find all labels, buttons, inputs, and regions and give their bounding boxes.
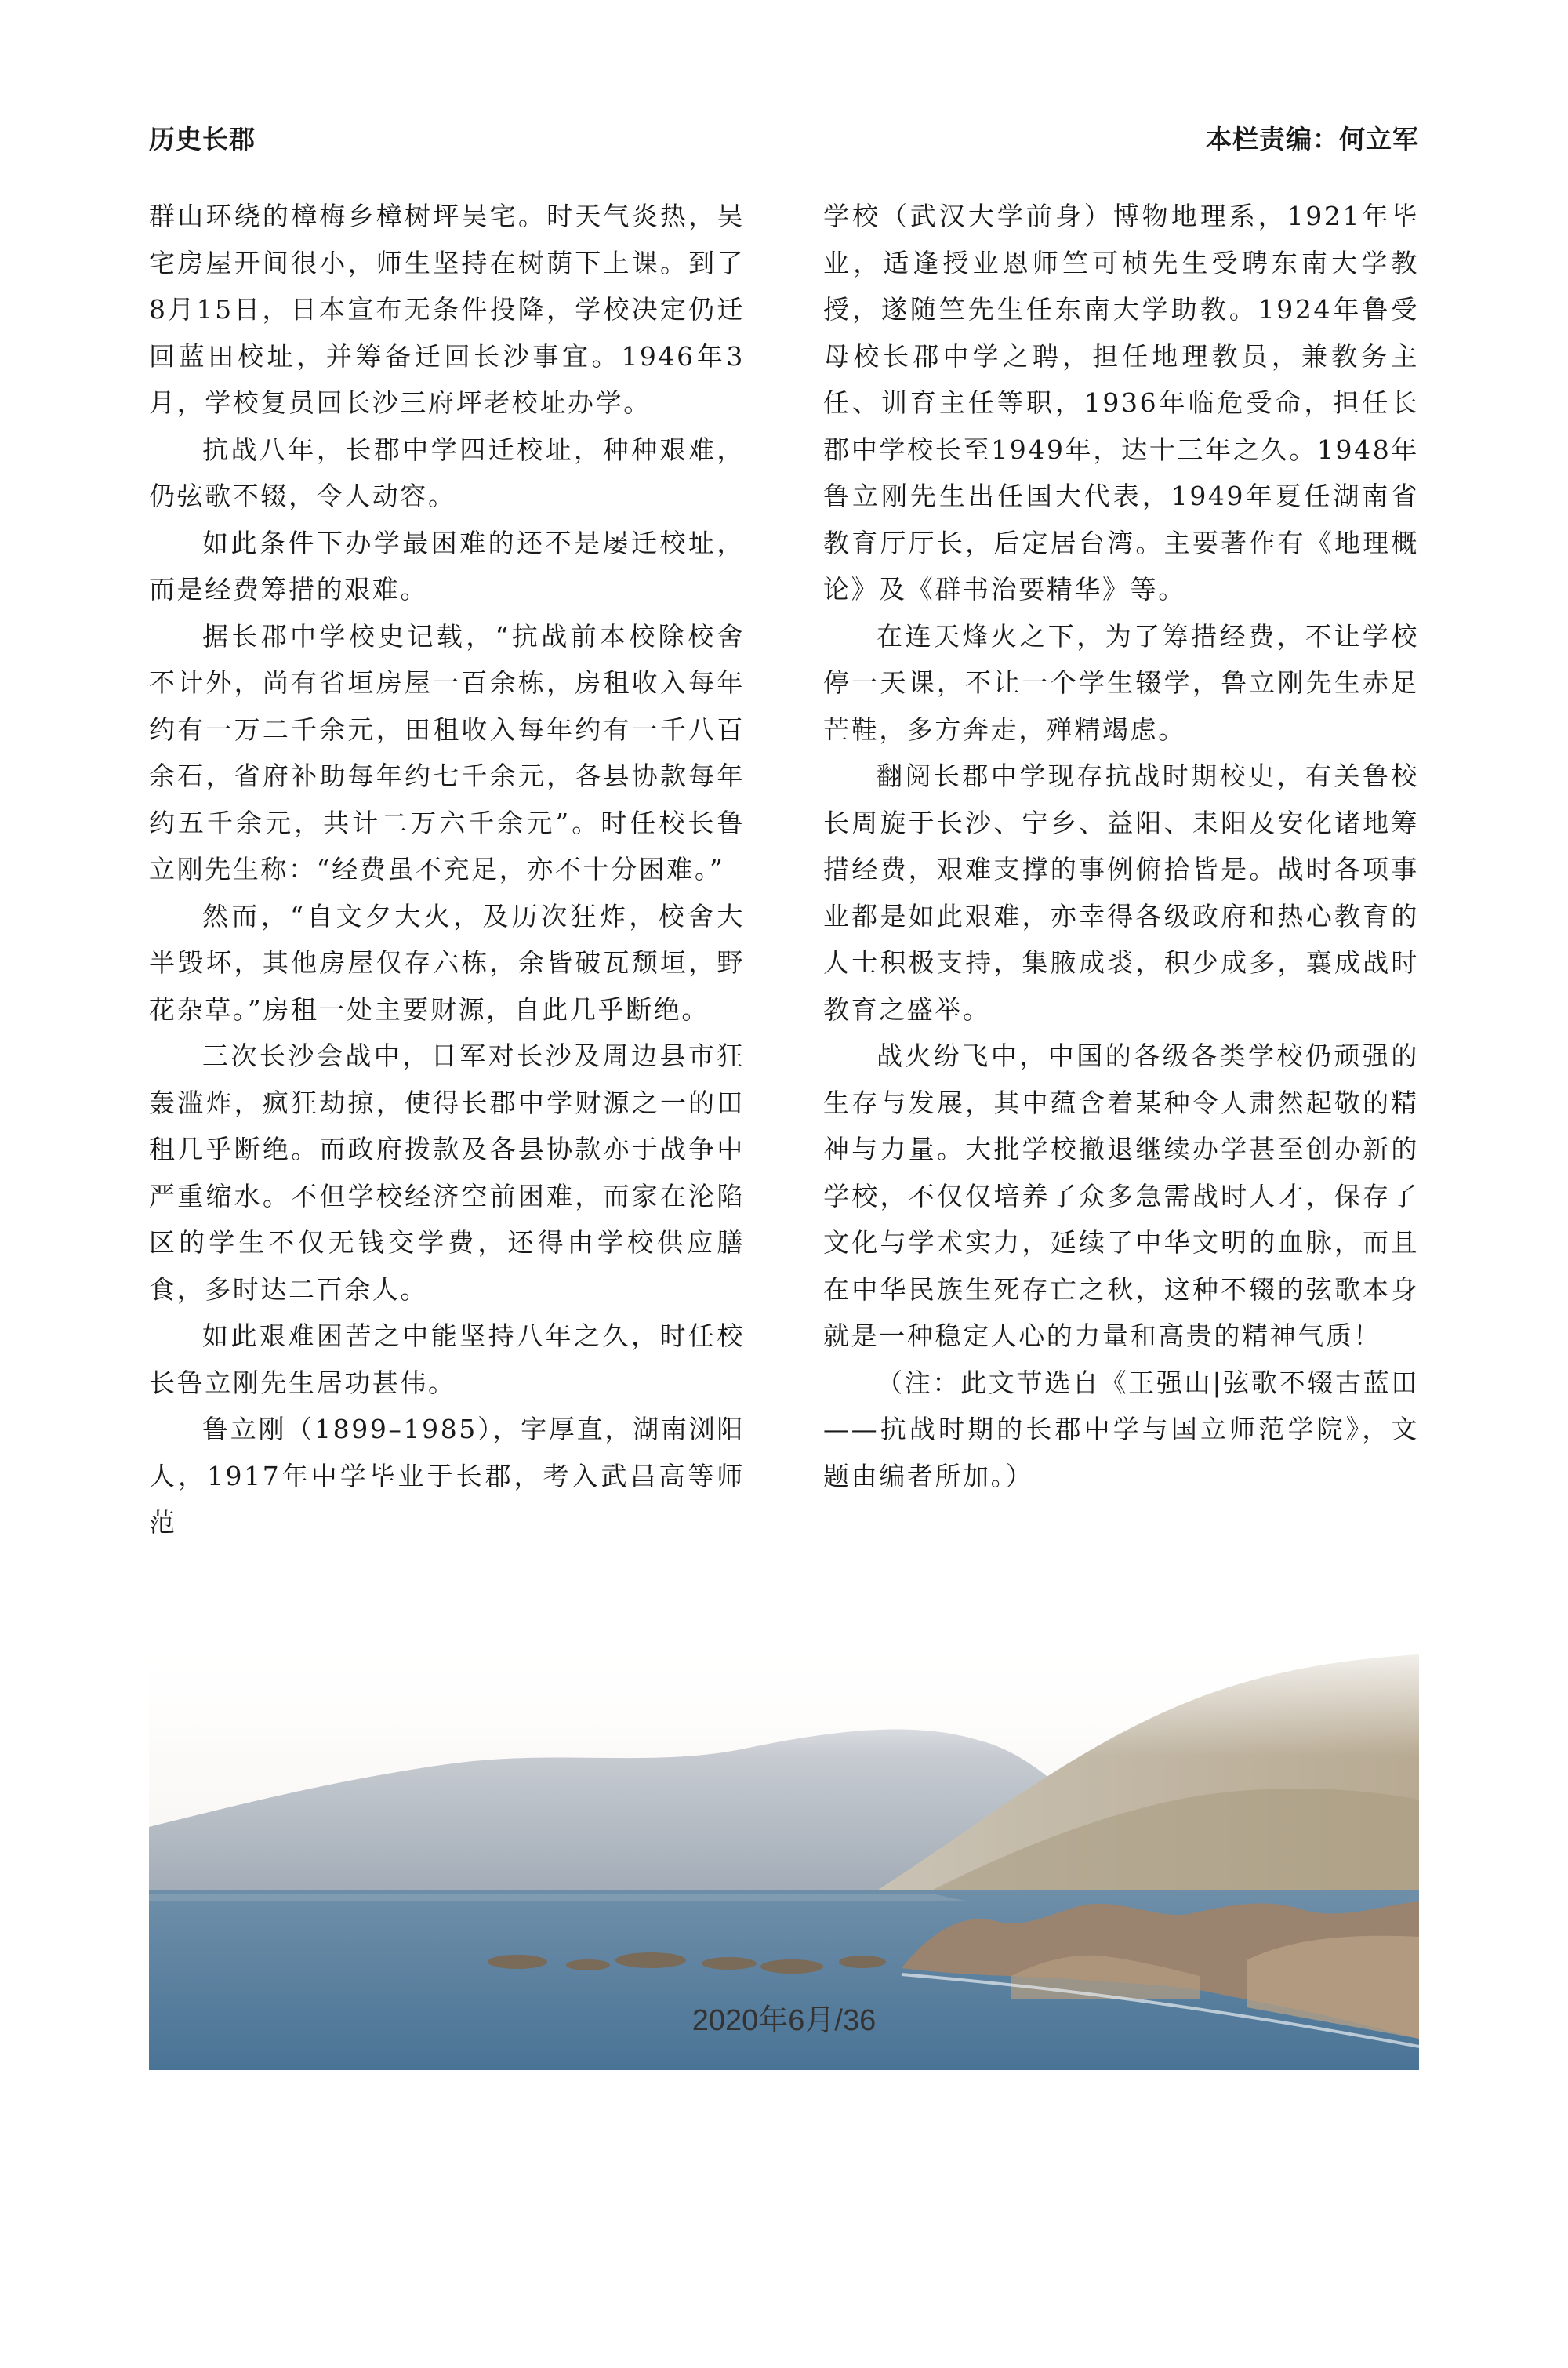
right-text-column xyxy=(823,193,1419,1499)
section-title: 历史长郡 xyxy=(149,125,256,154)
paragraph: 如此条件下办学最困难的还不是屡迁校址，而是经费筹措的艰难。 xyxy=(149,527,745,605)
column-editor: 本栏责编：何立军 xyxy=(1206,125,1419,154)
paragraph: 三次长沙会战中，日军对长沙及周边县市狂轰滥炸，疯狂劫掠，使得长郡中学财源之一的田租几乎断绝。而政府拨款及各县协款亦于战争中严重缩水。不但学校经济空前困难，而家在沦陷区的学生不仅无钱交学费，还得由学校供应膳食，多时达二百余人。 xyxy=(149,1041,745,1305)
paragraph: 群山环绕的樟梅乡樟树坪吴宅。时天气炎热，吴宅房屋开间很小，师生坚持在树荫下上课。到了8月15日，日本宣布无条件投降，学校决定仍迁回蓝田校址，并筹备迁回长沙事宜。1946年3月，学校复员回长沙三府坪老校址办学。 xyxy=(149,201,745,418)
paragraph: 如此艰难困苦之中能坚持八年之久，时任校长鲁立刚先生居功甚伟。 xyxy=(149,1320,745,1398)
page-number: 2020年6月/36 xyxy=(691,2004,877,2037)
paragraph: 翻阅长郡中学现存抗战时期校史，有关鲁校长周旋于长沙、宁乡、益阳、耒阳及安化诸地筹措经费，艰难支撑的事例俯拾皆是。战时各项事业都是如此艰难，亦幸得各级政府和热心教育的人士积极支持，集腋成裘，积少成多，襄成战时教育之盛举。 xyxy=(823,761,1419,1025)
paragraph: 学校（武汉大学前身）博物地理系，1921年毕业，适逢授业恩师竺可桢先生受聘东南大学教授，遂随竺先生任东南大学助教。1924年鲁受母校长郡中学之聘，担任地理教员，兼教务主任、训育主任等职，1936年临危受命，担任长郡中学校长至1949年，达十三年之久。1948年鲁立刚先生出任国大代表，1949年夏任湖南省教育厅厅长，后定居台湾。主要著作有《地理概论》及《群书治要精华》等。 xyxy=(823,201,1419,605)
footnote: （注：此文节选自《王强山|弦歌不辍古蓝田——抗战时期的长郡中学与国立师范学院》，文题由编者所加。） xyxy=(823,1367,1419,1491)
paragraph: 战火纷飞中，中国的各级各类学校仍顽强的生存与发展，其中蕴含着某种令人肃然起敬的精神与力量。大批学校撤退继续办学甚至创办新的学校，不仅仅培养了众多急需战时人才，保存了文化与学术实力，延续了中华文明的血脉，而且在中华民族生死存亡之秋，这种不辍的弦歌本身就是一种稳定人心的力量和高贵的精神气质！ xyxy=(823,1041,1419,1351)
paragraph: 鲁立刚（1899–1985），字厚直，湖南浏阳人，1917年中学毕业于长郡，考入武昌高等师范 xyxy=(149,1414,745,1538)
left-text-column xyxy=(149,193,745,1546)
paragraph: 据长郡中学校史记载，“抗战前本校除校舍不计外，尚有省垣房屋一百余栋，房租收入每年约有一万二千余元，田租收入每年约有一千八百余石，省府补助每年约七千余元，各县协款每年约五千余元，共计二万六千余元”。时任校长鲁立刚先生称：“经费虽不充足，亦不十分困难。” xyxy=(149,620,745,884)
paragraph: 抗战八年，长郡中学四迁校址，种种艰难，仍弦歌不辍，令人动容。 xyxy=(149,434,745,511)
paragraph: 然而，“自文夕大火，及历次狂炸，校舍大半毁坏，其他房屋仅存六栋，余皆破瓦颓垣，野花杂草。”房租一处主要财源，自此几乎断绝。 xyxy=(149,900,745,1025)
paragraph: 在连天烽火之下，为了筹措经费，不让学校停一天课，不让一个学生辍学，鲁立刚先生赤足芒鞋，多方奔走，殚精竭虑。 xyxy=(823,620,1419,745)
